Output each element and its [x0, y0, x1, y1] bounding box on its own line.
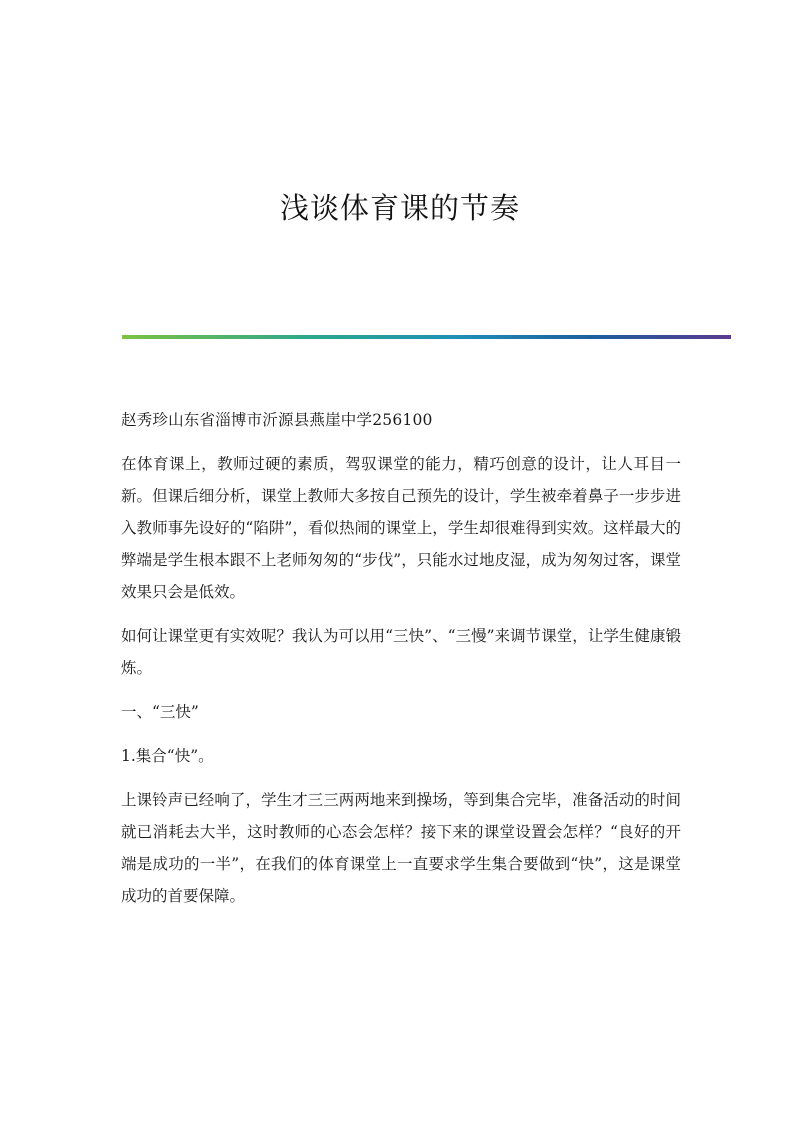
paragraph-gather-fast: 上课铃声已经响了，学生才三三两两地来到操场，等到集合完毕，准备活动的时间就已消耗去大半，这时教师的心态会怎样？接下来的课堂设置会怎样？“良好的开端是成功的一半”，在我们的体育课堂上一直要求学生集合要做到“快”，这是课堂成功的首要保障。	[121, 791, 681, 905]
section-heading-three-fast: 一、“三快”	[121, 703, 199, 721]
title-divider	[122, 335, 731, 339]
author-line: 赵秀珍山东省淄博市沂源县燕崖中学256100	[121, 411, 433, 429]
document-title: 浅谈体育课的节奏	[279, 191, 520, 225]
document-body	[121, 404, 681, 924]
subheading-gather-fast: 1.集合“快”。	[121, 747, 214, 765]
paragraph-question: 如何让课堂更有实效呢？我认为可以用“三快”、“三慢”来调节课堂，让学生健康锻炼。	[121, 627, 681, 677]
paragraph-intro: 在体育课上，教师过硬的素质，驾驭课堂的能力，精巧创意的设计，让人耳目一新。但课后细分析，课堂上教师大多按自己预先的设计，学生被牵着鼻子一步步进入教师事先设好的“陷阱”，看似热闹的课堂上，学生却很难得到实效。这样最大的弊端是学生根本跟不上老师匆匆的“步伐”，只能水过地皮湿，成为匆匆过客，课堂效果只会是低效。	[121, 455, 681, 601]
